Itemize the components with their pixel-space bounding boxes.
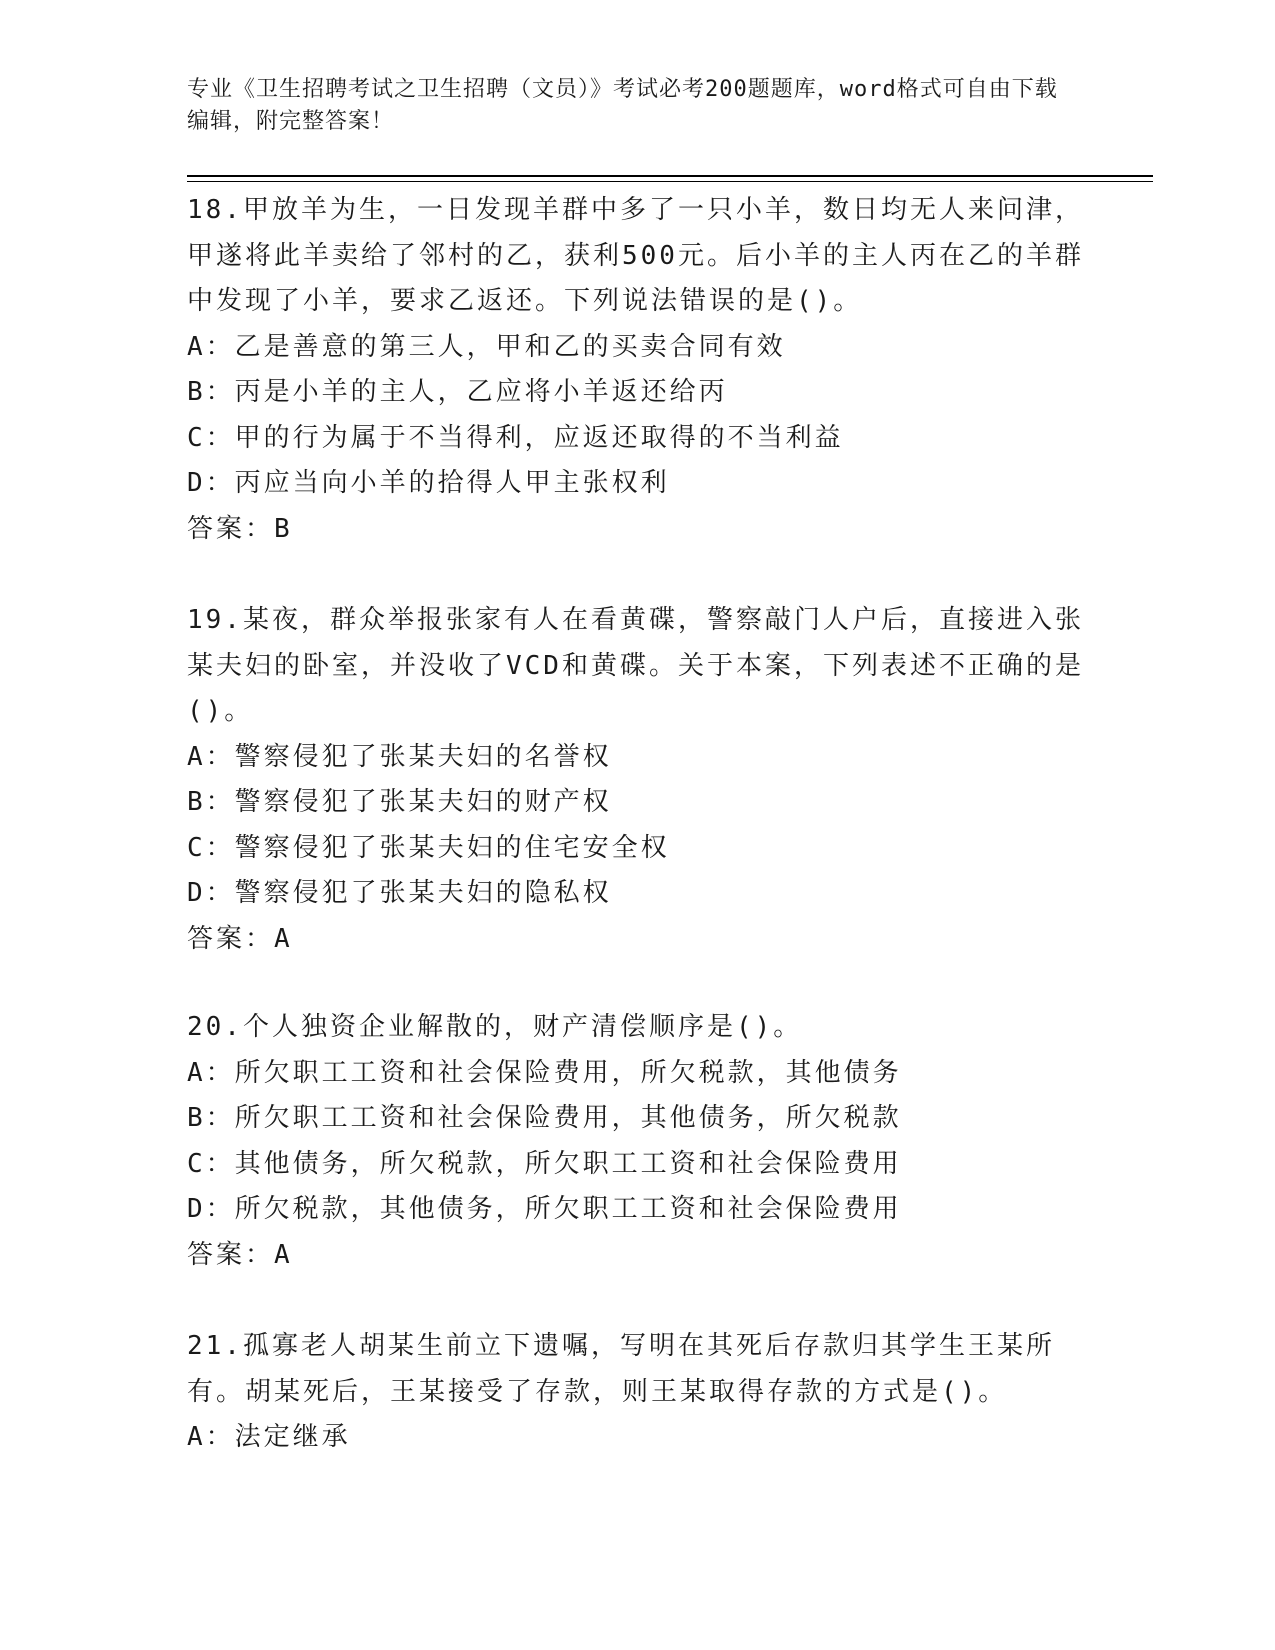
answer-line [187,1233,1087,1279]
option-c: C：警察侵犯了张某夫妇的住宅安全权 [187,832,670,863]
answer-label: 答案： [187,923,275,954]
option-d: D：所欠税款，其他债务，所欠职工工资和社会保险费用 [187,1194,902,1224]
option-a: A：法定继承 [187,1422,351,1452]
question-stem: 20.个人独资企业解散的，财产清偿顺序是()。 [187,1012,803,1042]
answer-label: 答案： [187,1239,275,1270]
option-b: B：警察侵犯了张某夫妇的财产权 [187,787,612,817]
question-list [187,188,1087,1506]
option-b: B：丙是小羊的主人，乙应将小羊返还给丙 [187,377,728,407]
question-stem: 19.某夜，群众举报张家有人在看黄碟，警察敲门人户后，直接进入张某夫妇的卧室，并没收了VCD和黄碟。关于本案，下列表述不正确的是()。 [187,605,1084,726]
question-18 [187,188,1087,552]
question-21 [187,1324,1087,1461]
answer-value: A [274,1239,293,1270]
option-c: C：其他债务，所欠税款，所欠职工工资和社会保险费用 [187,1148,902,1179]
question-20 [187,1005,1087,1278]
answer-line [187,917,1087,963]
option-d: D：丙应当向小羊的拾得人甲主张权利 [187,468,670,498]
header-divider-thick [187,175,1153,177]
answer-line [187,507,1087,553]
question-19 [187,598,1087,962]
question-stem: 21.孤寡老人胡某生前立下遗嘱，写明在其死后存款归其学生王某所有。胡某死后，王某接受了存款，则王某取得存款的方式是()。 [187,1331,1055,1407]
option-b: B：所欠职工工资和社会保险费用，其他债务，所欠税款 [187,1103,902,1133]
header-divider-thin [187,181,1153,182]
option-a: A：乙是善意的第三人，甲和乙的买卖合同有效 [187,331,786,362]
answer-label: 答案： [187,513,275,544]
answer-value: B [274,513,293,544]
option-a: A：警察侵犯了张某夫妇的名誉权 [187,741,612,772]
option-a: A：所欠职工工资和社会保险费用，所欠税款，其他债务 [187,1057,902,1088]
answer-value: A [274,923,293,954]
question-stem: 18.甲放羊为生，一日发现羊群中多了一只小羊，数日均无人来问津，甲遂将此羊卖给了邻村的乙，获利500元。后小羊的主人丙在乙的羊群中发现了小羊，要求乙返还。下列说法错误的是()。 [187,195,1084,316]
option-c: C：甲的行为属于不当得利，应返还取得的不当利益 [187,422,844,453]
option-d: D：警察侵犯了张某夫妇的隐私权 [187,878,612,908]
document-header: 专业《卫生招聘考试之卫生招聘（文员）》考试必考200题题库，word格式可自由下载编辑，附完整答案！ [187,77,1058,134]
